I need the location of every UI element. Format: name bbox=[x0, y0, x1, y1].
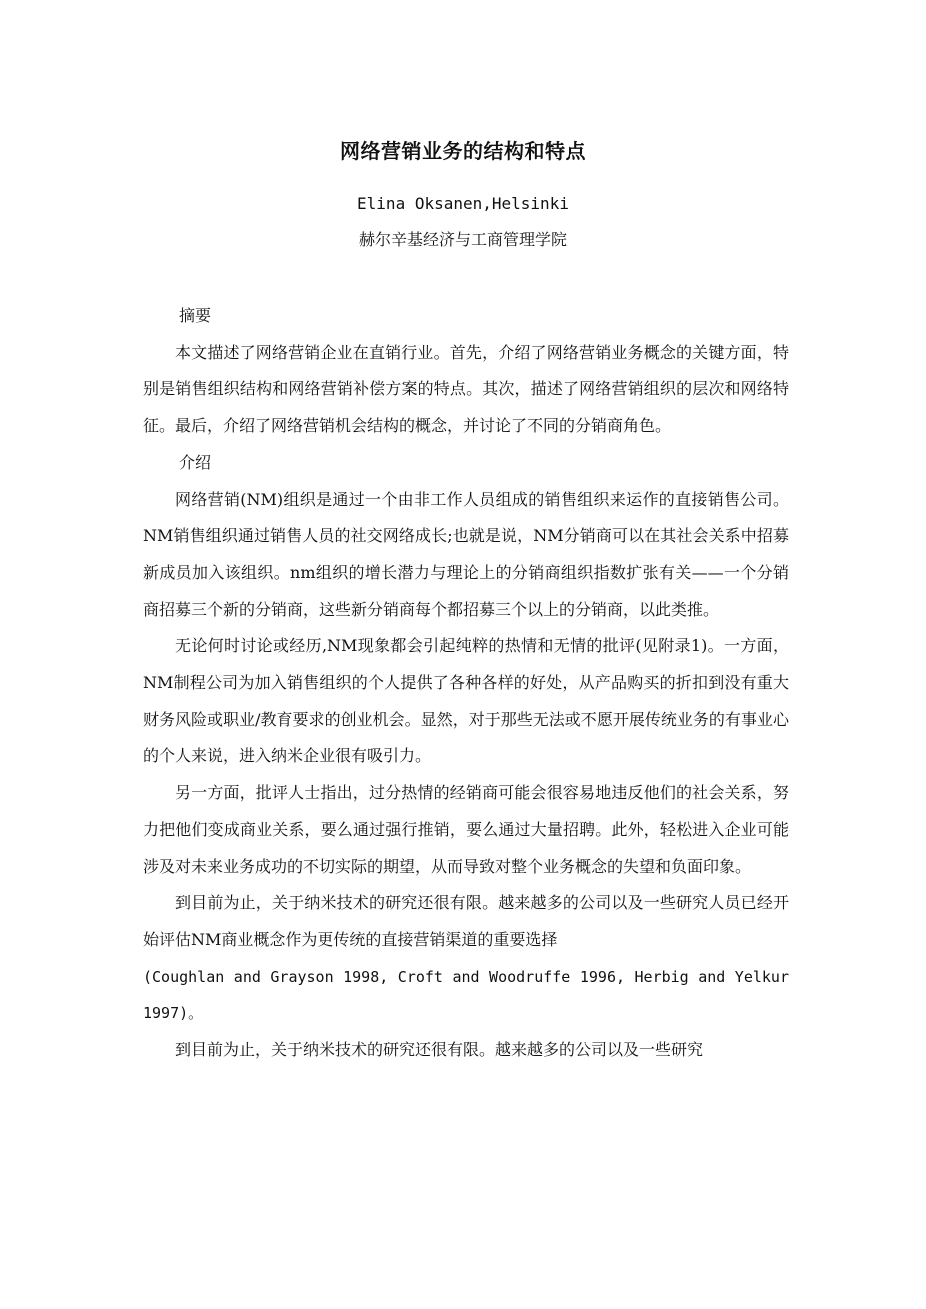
document-body bbox=[143, 298, 789, 1069]
body-paragraph-2: 无论何时讨论或经历,NM现象都会引起纯粹的热情和无情的批评(见附录1)。一方面，NM制程公司为加入销售组织的个人提供了各种各样的好处，从产品购买的折扣到没有重大财务风险或职业/教育要求的创业机会。显然，对于那些无法或不愿开展传统业务的有事业心的个人来说，进入纳米企业很有吸引力。 bbox=[143, 636, 789, 766]
author-line: Elina Oksanen,Helsinki bbox=[357, 194, 569, 213]
body-paragraph-1: 网络营销(NM)组织是通过一个由非工作人员组成的销售组织来运作的直接销售公司。NM销售组织通过销售人员的社交网络成长;也就是说，NM分销商可以在其社会关系中招募新成员加入该组织。nm组织的增长潜力与理论上的分销商组织指数扩张有关——一个分销商招募三个新的分销商，这些新分销商每个都招募三个以上的分销商，以此类推。 bbox=[143, 489, 789, 619]
abstract-heading: 摘要 bbox=[179, 306, 212, 325]
affiliation-line: 赫尔辛基经济与工商管理学院 bbox=[358, 230, 567, 249]
body-paragraph-4 bbox=[143, 885, 789, 1032]
document-title: 网络营销业务的结构和特点 bbox=[340, 139, 586, 163]
abstract-paragraph: 本文描述了网络营销企业在直销行业。首先，介绍了网络营销业务概念的关键方面，特别是销售组织结构和网络营销补偿方案的特点。其次，描述了网络营销组织的层次和网络特征。最后，介绍了网络营销机会结构的概念，并讨论了不同的分销商角色。 bbox=[143, 342, 789, 436]
citation-text: (Coughlan and Grayson 1998, Croft and Woodruffe 1996, Herbig and Yelkur 1997)。 bbox=[143, 967, 789, 1023]
body-paragraph-5: 到目前为止，关于纳米技术的研究还很有限。越来越多的公司以及一些研究 bbox=[175, 1040, 704, 1060]
intro-heading: 介绍 bbox=[179, 452, 212, 472]
body-paragraph-3: 另一方面，批评人士指出，过分热情的经销商可能会很容易地违反他们的社会关系，努力把他们变成商业关系，要么通过强行推销，要么通过大量招聘。此外，轻松进入企业可能涉及对未来业务成功的不切实际的期望，从而导致对整个业务概念的失望和负面印象。 bbox=[143, 783, 789, 876]
body-paragraph-4-text: 到目前为止，关于纳米技术的研究还很有限。越来越多的公司以及一些研究人员已经开始评估NM商业概念作为更传统的直接营销渠道的重要选择 bbox=[143, 893, 789, 949]
